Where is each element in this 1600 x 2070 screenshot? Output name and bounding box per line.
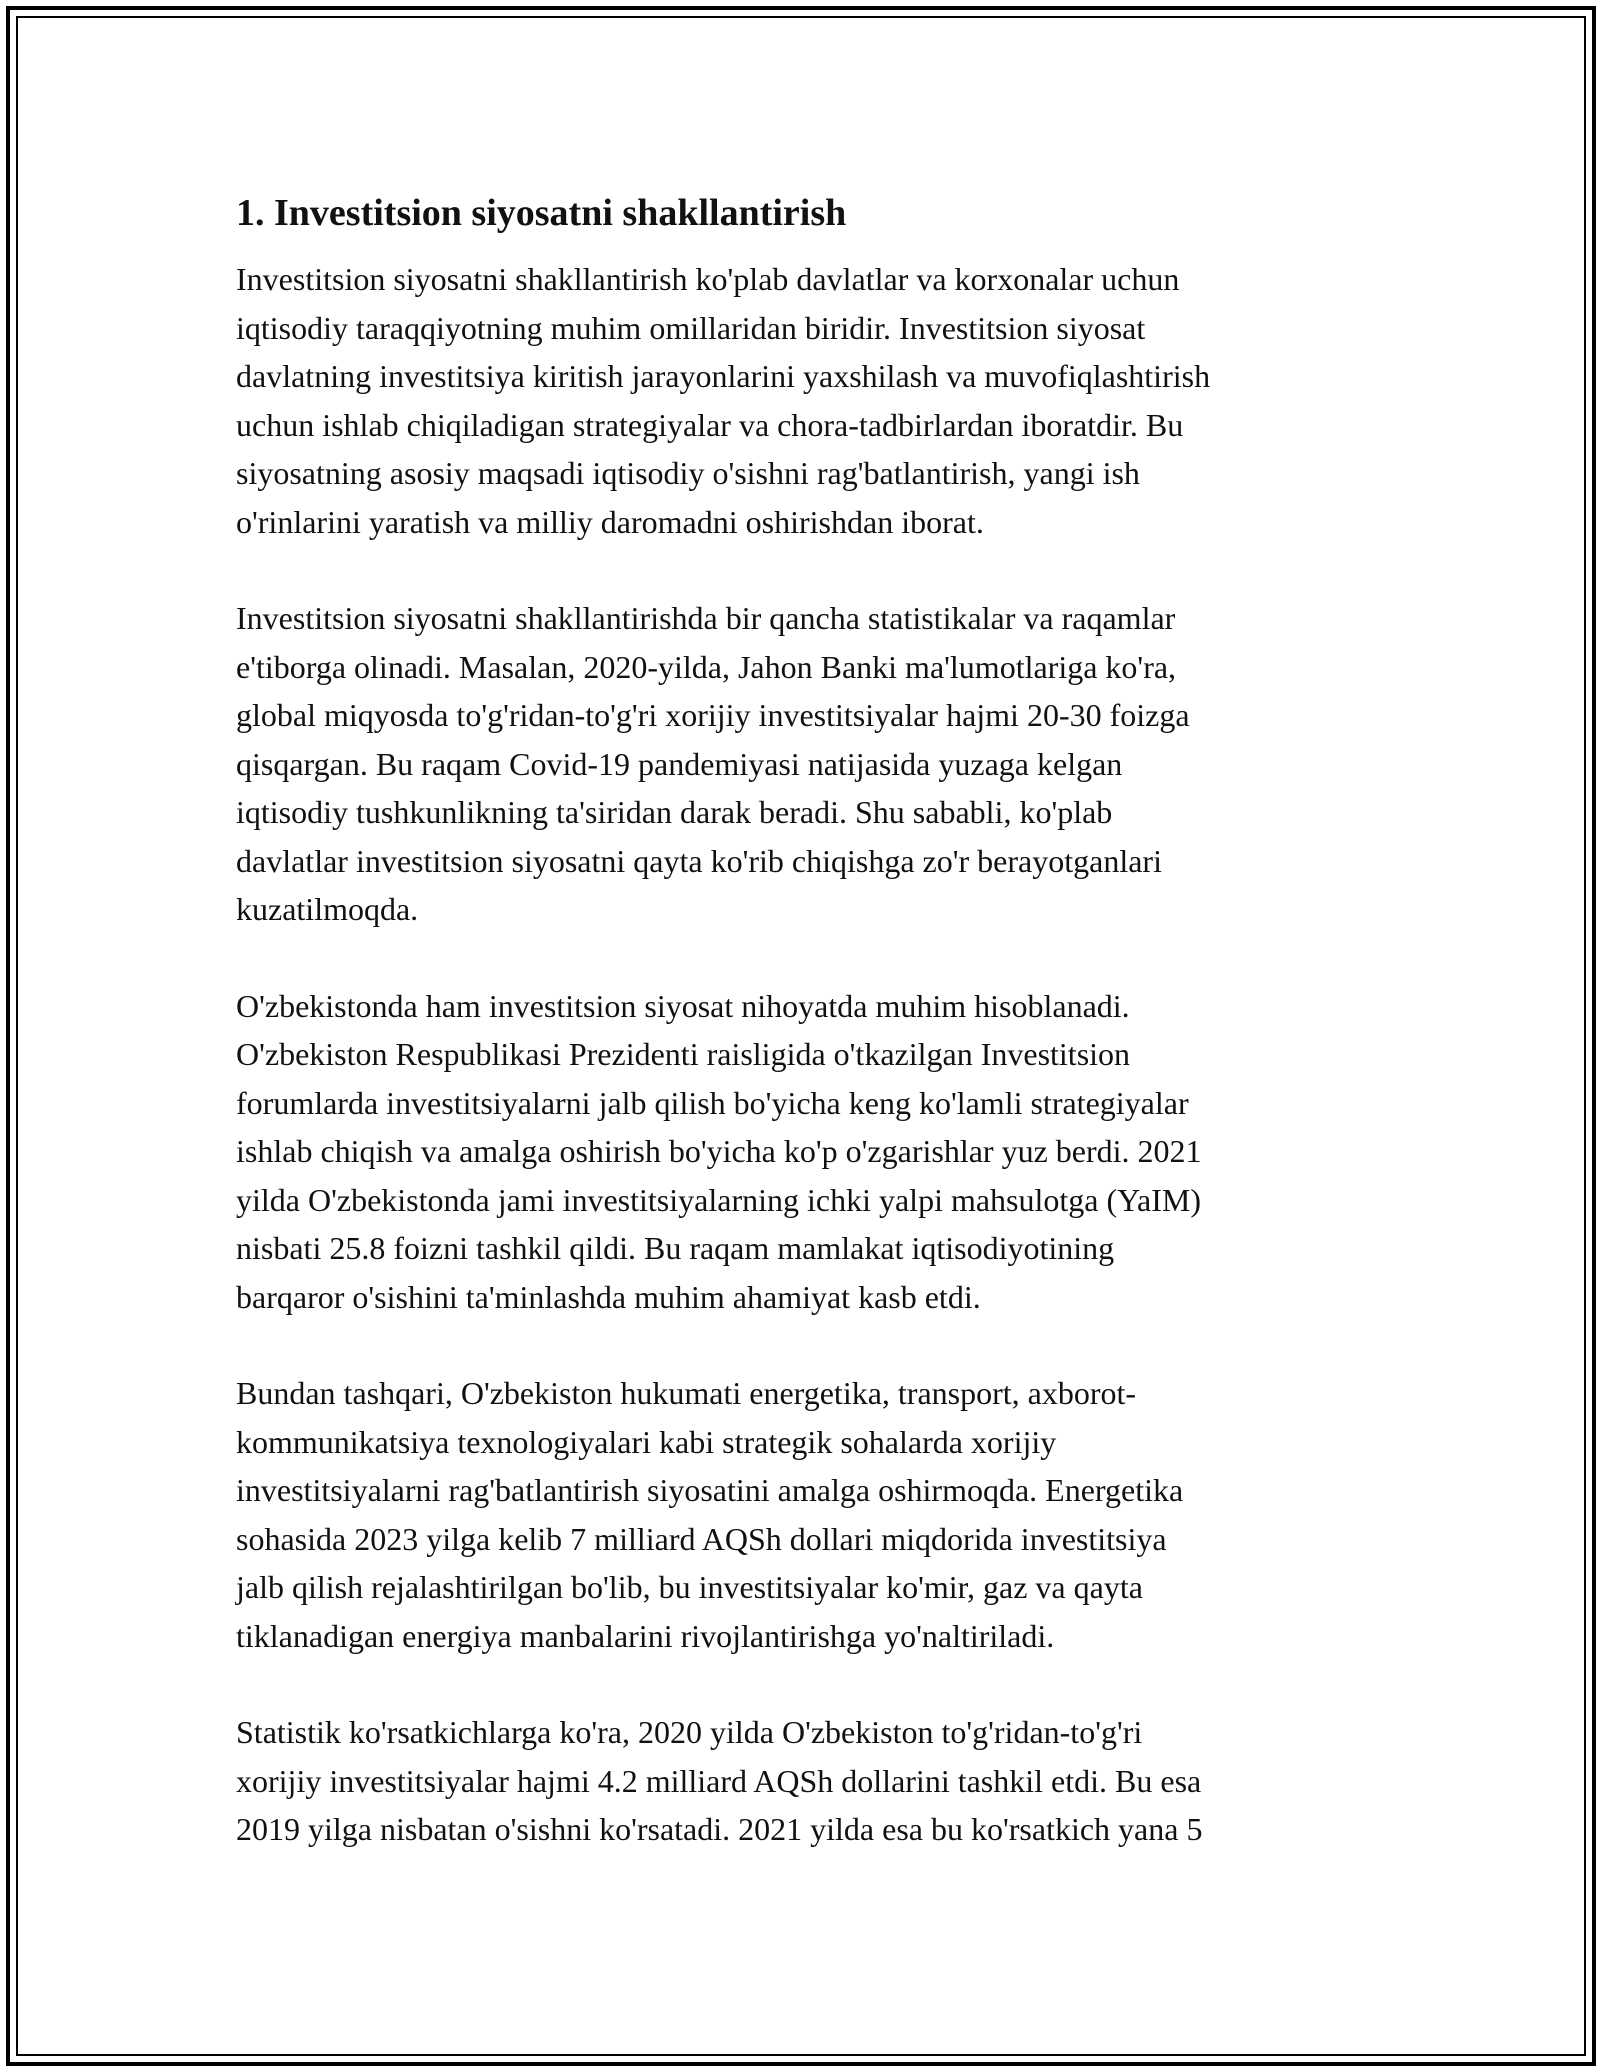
paragraph-line: forumlarda investitsiyalarni jalb qilish bo'yicha keng ko'lamli strategiyalar (236, 1084, 1189, 1121)
paragraph-line: barqaror o'sishini ta'minlashda muhim ahamiyat kasb etdi. (236, 1278, 981, 1315)
paragraph-line: kommunikatsiya texnologiyalari kabi strategik sohalarda xorijiy (236, 1423, 1057, 1460)
document-body (236, 183, 1366, 1902)
paragraph-line: yilda O'zbekistonda jami investitsiyalarning ichki yalpi mahsulotga (YaIM) (236, 1181, 1202, 1218)
section-heading: 1. Investitsion siyosatni shakllantirish (236, 192, 847, 234)
paragraph-line: siyosatning asosiy maqsadi iqtisodiy o'sishni rag'batlantirish, yangi ish (236, 455, 1140, 491)
paragraph-line: O'zbekiston Respublikasi Prezidenti raisligida o'tkazilgan Investitsion (236, 1036, 1131, 1072)
paragraph (236, 1369, 1366, 1660)
paragraph-line: iqtisodiy taraqqiyotning muhim omillaridan biridir. Investitsion siyosat (236, 309, 1146, 346)
paragraph-line: 2019 yilga nisbatan o'sishni ko'rsatadi. 2021 yilda esa bu ko'rsatkich yana 5 (236, 1811, 1203, 1847)
paragraph-line: davlatlar investitsion siyosatni qayta ko'rib chiqishga zo'r berayotganlari (236, 842, 1162, 879)
paragraph-line: qisqargan. Bu raqam Covid-19 pandemiyasi natijasida yuzaga kelgan (236, 745, 1123, 782)
paragraph-line: iqtisodiy tushkunlikning ta'siridan darak beradi. Shu sababli, ko'plab (236, 794, 1113, 830)
paragraph (236, 1708, 1366, 1854)
paragraph-line: davlatning investitsiya kiritish jarayonlarini yaxshilash va muvofiqlashtirish (236, 358, 1211, 394)
paragraph-list (236, 255, 1366, 1854)
paragraph-line: Bundan tashqari, O'zbekiston hukumati energetika, transport, axborot- (236, 1375, 1137, 1411)
paragraph-line: sohasida 2023 yilga kelib 7 milliard AQSh dollari miqdorida investitsiya (236, 1520, 1167, 1557)
paragraph-line: ishlab chiqish va amalga oshirish bo'yicha ko'p o'zgarishlar yuz berdi. 2021 (236, 1133, 1202, 1169)
paragraph-line: e'tiborga olinadi. Masalan, 2020-yilda, Jahon Banki ma'lumotlariga ko'ra, (236, 648, 1177, 685)
paragraph (236, 255, 1366, 546)
paragraph-line: xorijiy investitsiyalar hajmi 4.2 milliard AQSh dollarini tashkil etdi. Bu esa (236, 1762, 1202, 1799)
paragraph (236, 982, 1366, 1322)
paragraph-line: uchun ishlab chiqiladigan strategiyalar va chora-tadbirlardan iboratdir. Bu (236, 406, 1184, 443)
paragraph-line: jalb qilish rejalashtirilgan bo'lib, bu investitsiyalar ko'mir, gaz va qayta (236, 1569, 1143, 1605)
paragraph-line: O'zbekistonda ham investitsion siyosat nihoyatda muhim hisoblanadi. (236, 987, 1130, 1024)
paragraph-line: Investitsion siyosatni shakllantirishda bir qancha statistikalar va raqamlar (236, 600, 1176, 636)
paragraph-line: global miqyosda to'g'ridan-to'g'ri xorijiy investitsiyalar hajmi 20-30 foizga (236, 697, 1190, 733)
paragraph-line: Investitsion siyosatni shakllantirish ko'plab davlatlar va korxonalar uchun (236, 261, 1180, 297)
paragraph-line: kuzatilmoqda. (236, 891, 419, 927)
paragraph (236, 594, 1366, 934)
paragraph-line: Statistik ko'rsatkichlarga ko'ra, 2020 yilda O'zbekiston to'g'ridan-to'g'ri (236, 1714, 1143, 1750)
paragraph-line: o'rinlarini yaratish va milliy daromadni oshirishdan iborat. (236, 503, 984, 540)
paragraph-line: tiklanadigan energiya manbalarini rivojlantirishga yo'naltiriladi. (236, 1617, 1055, 1654)
paragraph-line: nisbati 25.8 foizni tashkil qildi. Bu raqam mamlakat iqtisodiyotining (236, 1230, 1115, 1266)
paragraph-line: investitsiyalarni rag'batlantirish siyosatini amalga oshirmoqda. Energetika (236, 1472, 1184, 1508)
